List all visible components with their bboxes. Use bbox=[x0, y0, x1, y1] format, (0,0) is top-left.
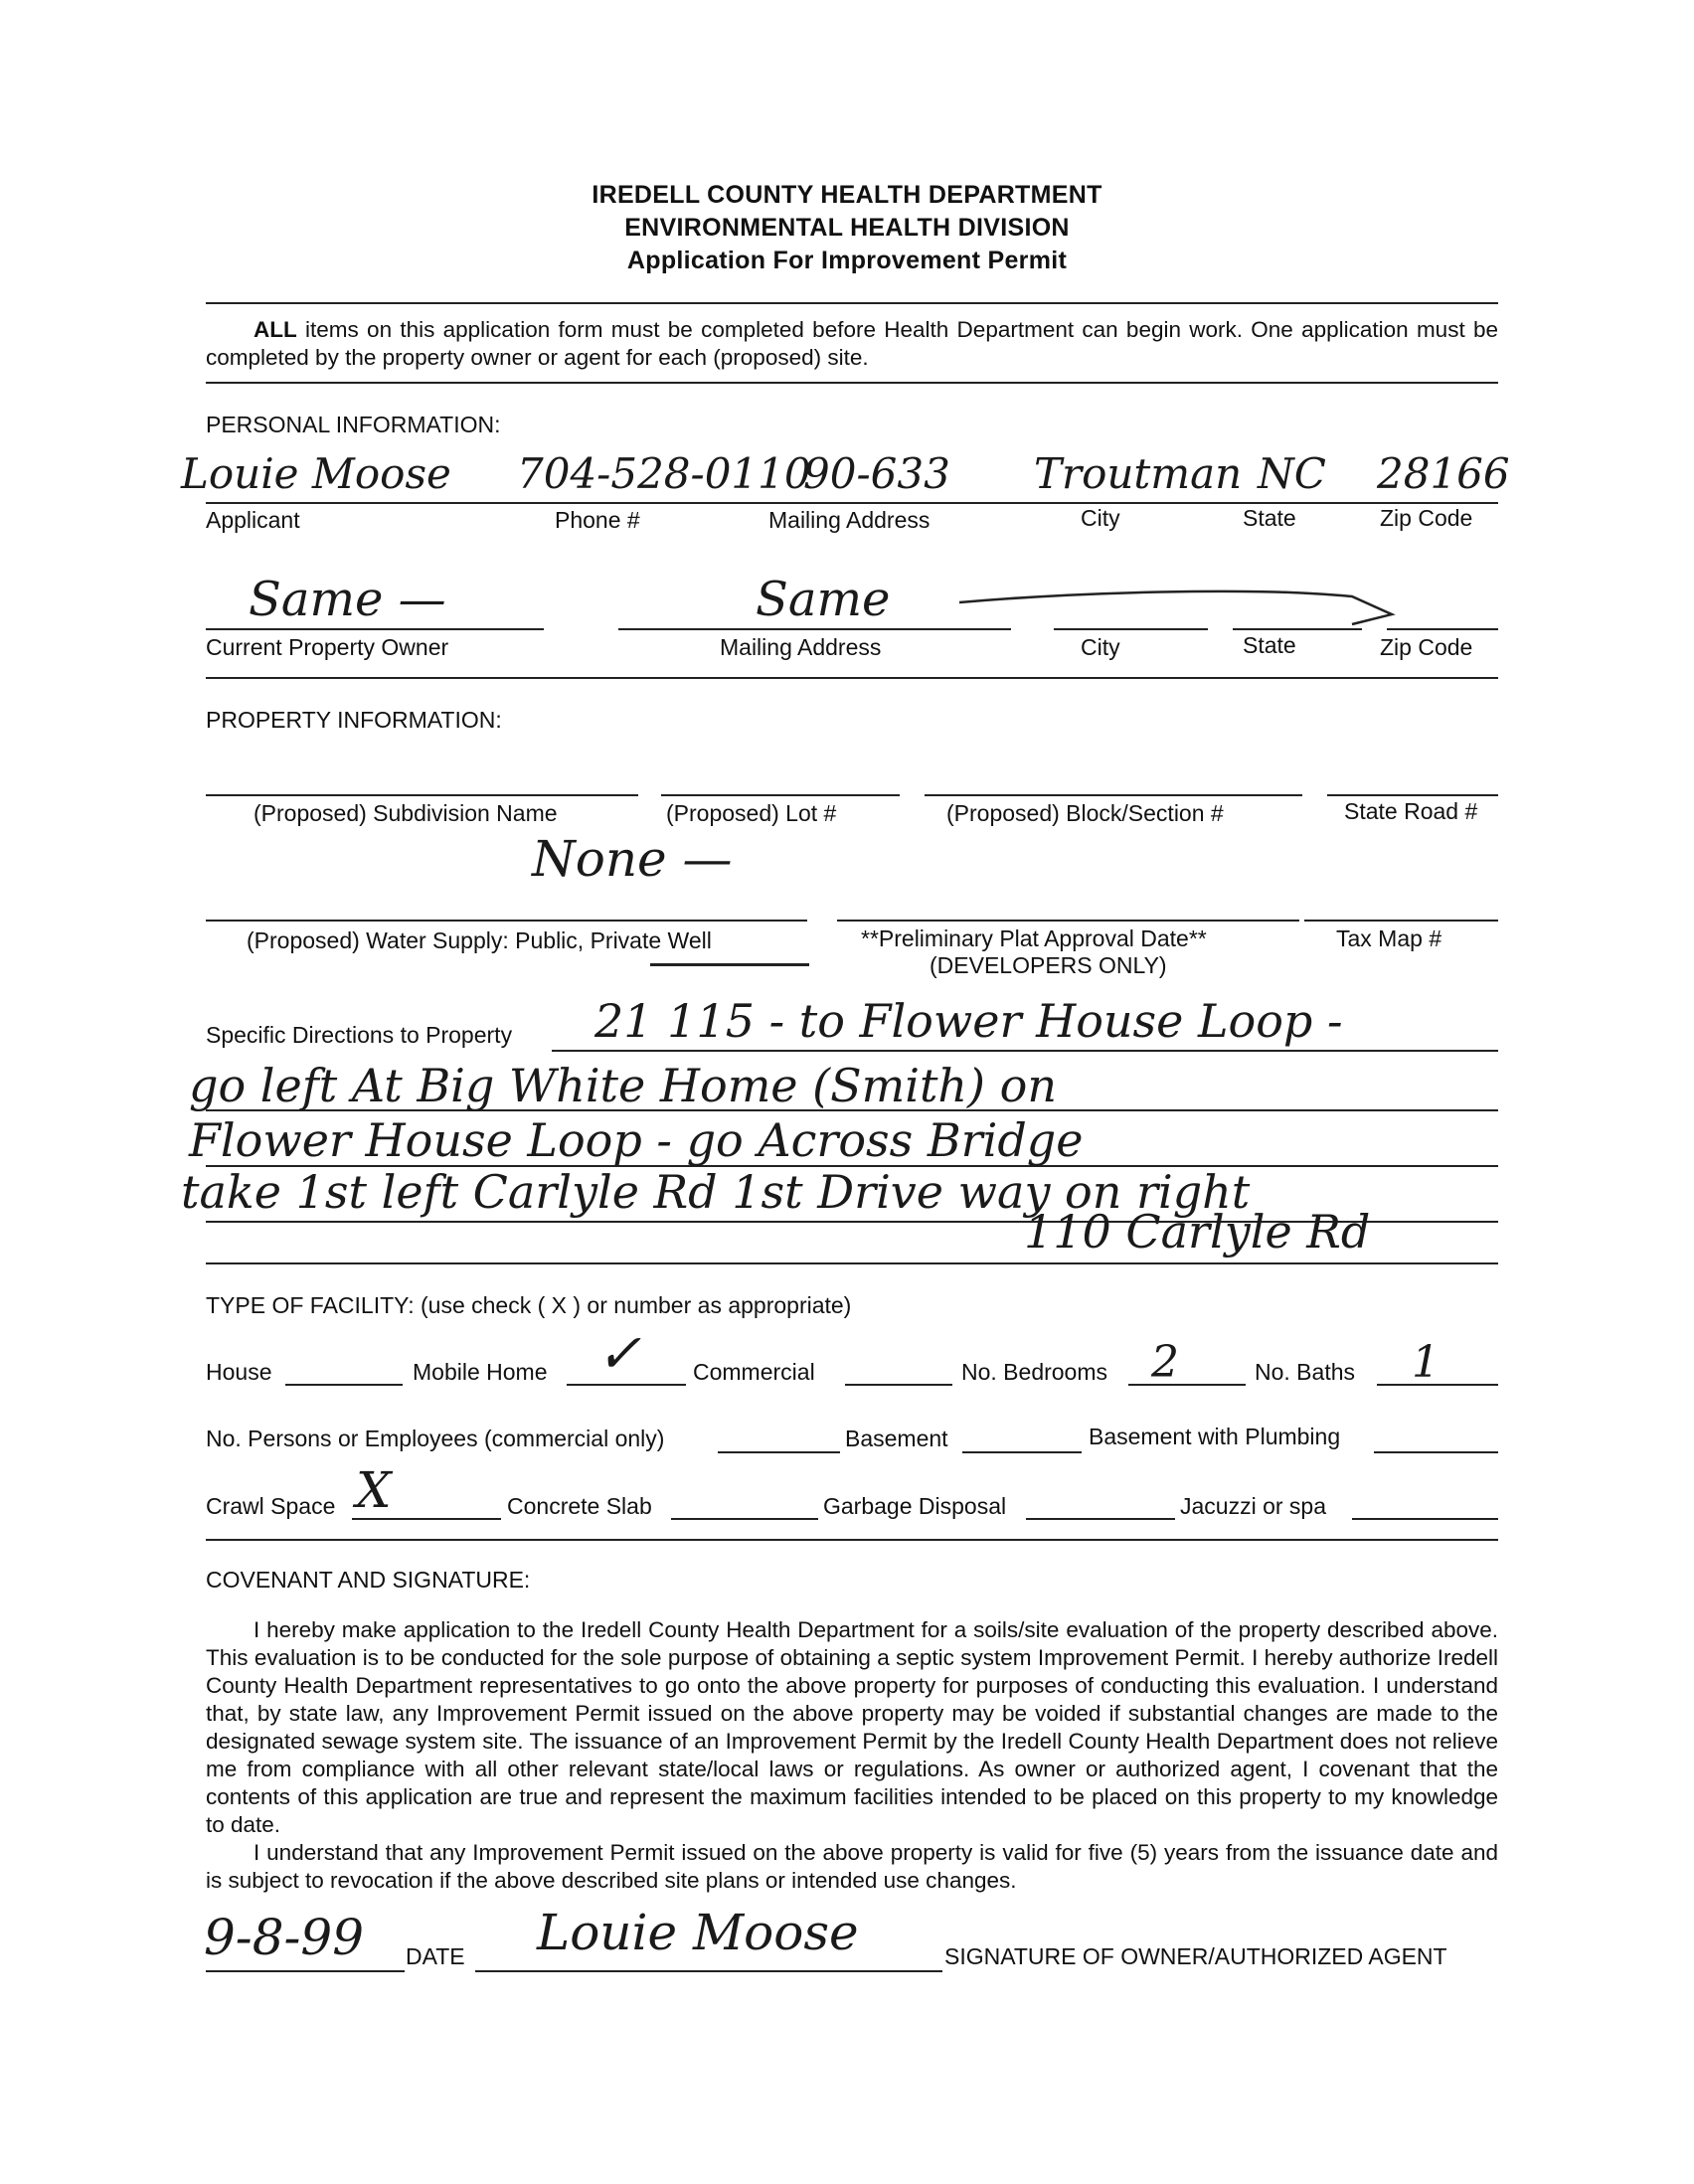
owner-line bbox=[206, 628, 544, 630]
plat-label: **Preliminary Plat Approval Date** bbox=[861, 925, 1207, 951]
mobile-label: Mobile Home bbox=[413, 1359, 548, 1385]
intro-rest: items on this application form must be completed before Health Department can begin work. One application must be completed by the property owner or agent for each (proposed) site. bbox=[206, 317, 1498, 370]
slab-line bbox=[671, 1518, 818, 1520]
persons-line bbox=[718, 1451, 840, 1453]
owner-value: Same — bbox=[249, 572, 446, 627]
phone-label: Phone # bbox=[555, 507, 640, 533]
owner-label: Current Property Owner bbox=[206, 634, 449, 660]
city-label: City bbox=[1081, 505, 1120, 531]
plat-sub-label: (DEVELOPERS ONLY) bbox=[930, 952, 1167, 978]
property-heading: PROPERTY INFORMATION: bbox=[206, 707, 502, 733]
owner-city-label: City bbox=[1081, 634, 1120, 660]
basement-plumbing-line bbox=[1374, 1451, 1498, 1453]
road-label: State Road # bbox=[1344, 798, 1478, 824]
house-line bbox=[285, 1384, 403, 1386]
date-label: DATE bbox=[406, 1943, 465, 1969]
personal-rule bbox=[206, 677, 1498, 679]
intro-text bbox=[206, 316, 1498, 372]
block-label: (Proposed) Block/Section # bbox=[946, 800, 1224, 826]
covenant-heading: COVENANT AND SIGNATURE: bbox=[206, 1567, 531, 1593]
state-value: NC bbox=[1258, 449, 1326, 498]
facility-heading: TYPE OF FACILITY: (use check ( X ) or number as appropriate) bbox=[206, 1292, 852, 1318]
water-label: (Proposed) Water Supply: Public, Private Well bbox=[247, 927, 712, 953]
applicant-label: Applicant bbox=[206, 507, 300, 533]
plat-line bbox=[837, 920, 1299, 922]
phone-value: 704-528-0110 bbox=[517, 449, 811, 498]
garbage-label: Garbage Disposal bbox=[823, 1493, 1007, 1519]
directions-line-1 bbox=[552, 1050, 1498, 1052]
directions-value-3: Flower House Loop - go Across Bridge bbox=[189, 1113, 1084, 1167]
applicant-value: Louie Moose bbox=[181, 449, 451, 498]
department-title: IREDELL COUNTY HEALTH DEPARTMENT bbox=[592, 181, 1102, 209]
basement-plumbing-label: Basement with Plumbing bbox=[1089, 1424, 1341, 1449]
basement-label: Basement bbox=[845, 1426, 948, 1451]
directions-value-4: take 1st left Carlyle Rd 1st Drive way on right bbox=[181, 1165, 1251, 1219]
bedrooms-value: 2 bbox=[1151, 1337, 1179, 1388]
owner-mailing-label: Mailing Address bbox=[720, 634, 882, 660]
mailing-label: Mailing Address bbox=[768, 507, 931, 533]
baths-label: No. Baths bbox=[1255, 1359, 1355, 1385]
directions-line-5 bbox=[206, 1262, 1498, 1264]
baths-value: 1 bbox=[1412, 1337, 1440, 1388]
facility-rule bbox=[206, 1539, 1498, 1541]
owner-zip-label: Zip Code bbox=[1380, 634, 1473, 660]
zip-label: Zip Code bbox=[1380, 505, 1473, 531]
commercial-label: Commercial bbox=[693, 1359, 815, 1385]
form-title: Application For Improvement Permit bbox=[626, 247, 1068, 274]
crawl-value: X bbox=[356, 1461, 392, 1519]
covenant-paragraph-1: I hereby make application to the Iredell County Health Department for a soils/site evaluation of the property described above. This evaluation is to be conducted for the sole purpose of obtaining a septic system Improvement Permit. I hereby authorize Iredell County Health Department representatives to go onto the above property for purposes of conducting this evaluation. I understand that, by state law, any Improvement Permit issued on the above property may be voided if substantial changes are made to the designated sewage system site. The issuance of an Improvement Permit by the Iredell County Health Department does not relieve me from compliance with all other relevant state/local laws or regulations. As owner or authorized agent, I covenant that the contents of this application are true and represent the maximum facilities intended to be placed on this property to my knowledge to date. bbox=[206, 1617, 1498, 1837]
date-value: 9-8-99 bbox=[204, 1909, 365, 1966]
taxmap-line bbox=[1304, 920, 1498, 922]
bedrooms-label: No. Bedrooms bbox=[961, 1359, 1108, 1385]
jacuzzi-line bbox=[1352, 1518, 1498, 1520]
header-rule bbox=[206, 302, 1498, 304]
covenant-paragraph-2: I understand that any Improvement Permit issued on the above property is valid for five (5) years from the issuance date and is subject to revocation if the above described site plans or intended use changes. bbox=[206, 1840, 1498, 1893]
personal-heading: PERSONAL INFORMATION: bbox=[206, 412, 501, 437]
mailing-value: 90-633 bbox=[803, 449, 950, 498]
owner-state-label: State bbox=[1243, 632, 1296, 658]
house-label: House bbox=[206, 1359, 272, 1385]
intro-bold: ALL bbox=[254, 317, 297, 342]
owner-mailing-value: Same bbox=[756, 572, 891, 627]
slab-label: Concrete Slab bbox=[507, 1493, 652, 1519]
lot-label: (Proposed) Lot # bbox=[666, 800, 837, 826]
signature-label: SIGNATURE OF OWNER/AUTHORIZED AGENT bbox=[944, 1943, 1447, 1969]
division-title: ENVIRONMENTAL HEALTH DIVISION bbox=[624, 214, 1070, 242]
private-well-underline bbox=[650, 963, 809, 966]
directions-value-1: 21 115 - to Flower House Loop - bbox=[594, 994, 1343, 1048]
intro-rule bbox=[206, 382, 1498, 384]
owner-mailing-line bbox=[618, 628, 1011, 630]
lot-line bbox=[661, 794, 900, 796]
signature-line bbox=[475, 1970, 942, 1972]
water-line bbox=[206, 920, 807, 922]
applicant-line bbox=[206, 502, 1498, 504]
jacuzzi-label: Jacuzzi or spa bbox=[1180, 1493, 1327, 1519]
date-line bbox=[206, 1970, 405, 1972]
subdivision-label: (Proposed) Subdivision Name bbox=[254, 800, 558, 826]
state-label: State bbox=[1243, 505, 1296, 531]
directions-label: Specific Directions to Property bbox=[206, 1022, 513, 1048]
owner-ditto-stroke bbox=[954, 585, 1412, 634]
garbage-line bbox=[1026, 1518, 1175, 1520]
directions-value-2: go left At Big White Home (Smith) on bbox=[189, 1059, 1057, 1112]
basement-line bbox=[962, 1451, 1082, 1453]
commercial-line bbox=[845, 1384, 952, 1386]
road-line bbox=[1327, 794, 1498, 796]
directions-value-5: 110 Carlyle Rd bbox=[1024, 1205, 1371, 1259]
zip-value: 28166 bbox=[1377, 449, 1510, 498]
block-line bbox=[925, 794, 1302, 796]
city-value: Troutman bbox=[1034, 449, 1243, 498]
subdivision-value: None — bbox=[532, 830, 733, 888]
bedrooms-line bbox=[1128, 1384, 1246, 1386]
mobile-check: ✓ bbox=[596, 1322, 642, 1385]
taxmap-label: Tax Map # bbox=[1336, 925, 1442, 951]
subdivision-line bbox=[206, 794, 638, 796]
persons-label: No. Persons or Employees (commercial only) bbox=[206, 1426, 665, 1451]
signature-value: Louie Moose bbox=[537, 1904, 859, 1961]
crawl-label: Crawl Space bbox=[206, 1493, 336, 1519]
